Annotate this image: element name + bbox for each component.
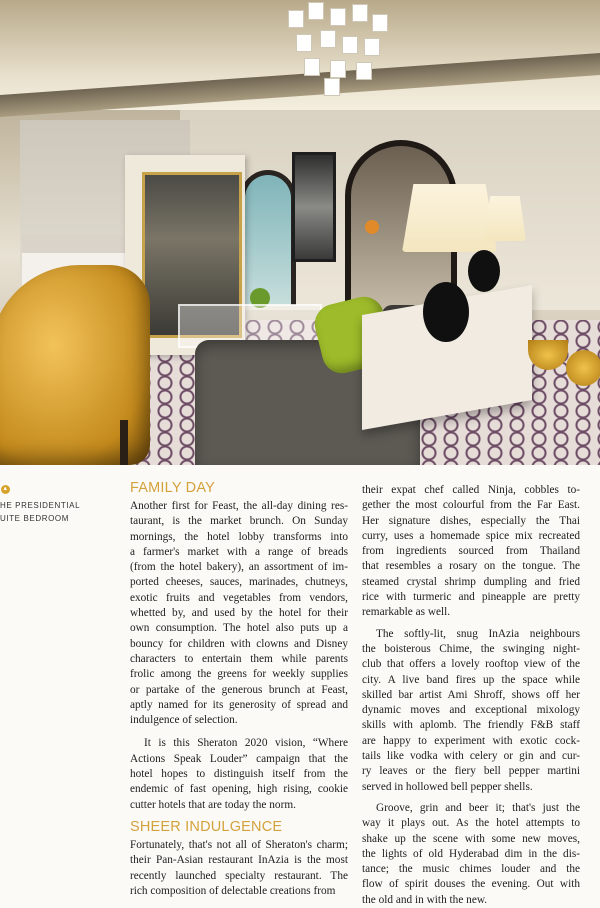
text-line: dynamic moves and exceptional mixology [362, 704, 580, 717]
text-line: own consumption. The hotel also puts up a [130, 622, 348, 635]
text-line: remarkable as well. [362, 606, 451, 619]
text-line: tails like vodka with celery or gin and cur- [362, 750, 580, 763]
text-line: the boisterous Chime, the swinging night- [362, 642, 580, 655]
lamp-base [423, 282, 469, 342]
armchair-leg [120, 420, 128, 465]
article-column-2 [362, 483, 580, 908]
text-line: their Pan-Asian restaurant InAzia is the most [130, 854, 348, 867]
text-line: exotic fruits and vegetables from vendors, [130, 591, 348, 604]
text-line: curry, uses a homemade spice mix recreated [362, 529, 580, 542]
text-line: aptly named for its generosity of spread and [130, 698, 348, 711]
page-marker-icon: ▲ [2, 486, 9, 492]
text-line: mornings, the hotel lobby transforms into [130, 530, 348, 543]
text-line: taurant, is the market brunch. On Sunday [130, 515, 348, 528]
text-line: ported cheeses, sauces, marinades, chutneys, [130, 576, 348, 589]
text-line: Actions Speak Louder” campaign that the [130, 752, 348, 765]
text-line: skilled bar artist Ami Shroff, shows off her [362, 688, 580, 701]
text-line: the old and in with the new. [362, 893, 488, 906]
text-line: endemic of fast opening, high rising, cookie [130, 783, 348, 796]
text-line: skills with aplomb. The friendly F&B staff [362, 719, 580, 732]
doorway-arch [240, 170, 296, 305]
text-line: ry leaves or the fiery bell pepper martini [362, 765, 580, 778]
text-line: Groove, grin and beer it; that's just the [376, 801, 580, 814]
paragraph [130, 736, 348, 812]
paragraph [362, 483, 580, 621]
wall-painting [292, 152, 336, 262]
text-line: their expat chef called Ninja, cobbles to- [362, 484, 580, 496]
article-column-1 [130, 478, 348, 899]
chandelier [278, 0, 393, 95]
section-heading-family-day: FAMILY DAY [130, 480, 215, 496]
text-line: rice with turmeric and pineapple are pretty [362, 591, 580, 604]
text-line: whetted by, and used by the hotel for their [130, 607, 348, 620]
table-lamp-shade-small [484, 196, 526, 241]
photo-caption [0, 485, 118, 525]
text-line: served in hollowed bell pepper shells. [362, 780, 533, 793]
text-line: It is this Sheraton 2020 vision, “Where [144, 737, 348, 750]
text-line: shake up the scene with some new moves, [362, 832, 580, 845]
text-line: cutter hotels that are today the norm. [130, 798, 296, 811]
paragraph [362, 627, 580, 795]
text-line: are happy to experiment with exotic cock- [362, 734, 580, 747]
text-line: way it plays out. As the hotel attempts to [362, 817, 580, 830]
paragraph [362, 801, 580, 908]
text-line: characters to entertain them while parents [130, 652, 348, 665]
caption-line: HE PRESIDENTIAL [0, 501, 81, 510]
section-heading-sheer-indulgence: SHEER INDULGENCE [130, 818, 283, 835]
text-line: the lights of old Hyderabad dim in the dis- [362, 847, 580, 860]
text-line: frolic among the greens for weekly supplies [130, 668, 348, 681]
text-line: Fortunately, that's not all of Sheraton's charm; [130, 838, 348, 851]
text-line: that resembles a rosary on the tongue. The [362, 560, 580, 573]
text-line: Another first for Feast, the all-day dining res- [130, 500, 348, 512]
text-line: flow of spirit douses the evening. Out with [362, 878, 580, 891]
text-line: city. A live band fires up the space while [362, 673, 580, 686]
text-line: Her signature dishes, especially the Thai [362, 514, 580, 527]
text-line: hotel hopes to distinguish itself from the [130, 768, 348, 781]
text-line: indulgence of selection. [130, 714, 238, 727]
paragraph [130, 838, 348, 899]
text-line: tance; the music chimes louder and the [362, 863, 580, 876]
text-line: rich composition of delectable creations from [130, 884, 336, 897]
caption-line: UITE BEDROOM [0, 514, 69, 523]
text-line: from ingredients sourced from Thailand [362, 545, 580, 558]
text-line: gether the most colourful from the Far East. [362, 499, 580, 512]
text-line: (from the hotel bakery), an assortment of im- [130, 561, 348, 574]
table-lamp-shade [402, 184, 497, 252]
gold-decor-ball [566, 350, 600, 386]
text-line: recently launched specialty restaurant. The [130, 869, 348, 882]
text-line: club that offers a lovely rooftop view of the [362, 658, 580, 671]
paragraph [130, 499, 348, 728]
text-line: The softly-lit, snug InAzia neighbours [376, 627, 580, 640]
text-line: bouncy for children with clowns and Disney [130, 637, 348, 650]
text-line: a farmer's market with a range of breads [130, 545, 348, 558]
text-line: steamed crystal shrimp dumpling and fried [362, 575, 580, 588]
text-line: or partake of the generous brunch at Feast, [130, 683, 348, 696]
flower-vase [365, 220, 379, 234]
lamp-base-small [468, 250, 500, 292]
